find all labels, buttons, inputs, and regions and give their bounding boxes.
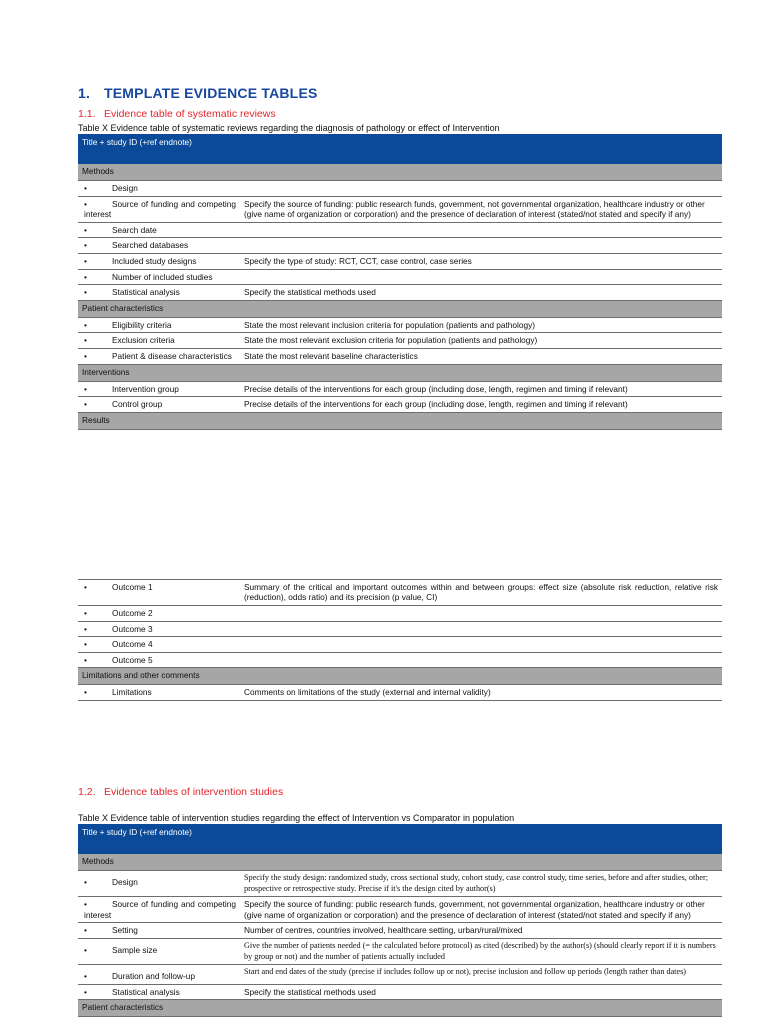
table-caption-intervention-studies: Table X Evidence table of intervention studies regarding the effect of Intervention vs Comparator in population (78, 813, 515, 823)
table-caption-systematic-reviews: Table X Evidence table of systematic reviews regarding the diagnosis of pathology or effect of Intervention (78, 123, 500, 133)
evidence-table-systematic-reviews (78, 134, 722, 701)
table-row: • Setting Number of centres, countries involved, healthcare setting, urban/rural/mixed (78, 923, 722, 939)
table-row: • Source of funding and competing interest Specify the source of funding: public research funds, government, not governmental organization, healthcare industry or other (give name of organization or corporation) and the presence of declaration of interest (stated/not stated and specify if any) (78, 196, 722, 222)
table-row: • Duration and follow-up Start and end dates of the study (precise if includes follow up or not), precise inclusion and follow up periods (length rather than dates) (78, 965, 722, 985)
table-row: • Searched databases (78, 238, 722, 254)
table-row: • Limitations Comments on limitations of the study (external and internal validity) (78, 685, 722, 701)
table-row: • Exclusion criteria State the most relevant exclusion criteria for population (patients and pathology) (78, 333, 722, 349)
table-row: • Eligibility criteria State the most relevant inclusion criteria for population (patients and pathology) (78, 317, 722, 333)
table-row: • Statistical analysis Specify the statistical methods used (78, 285, 722, 301)
table-row: • Design Specify the study design: randomized study, cross sectional study, cohort study, case control study, time series, before and after studies, other; prospective or retrospective study. Precise if it's the design cited by author(s) (78, 871, 722, 897)
section-row-patient-characteristics: Patient characteristics (78, 1000, 722, 1017)
table-row: • Outcome 2 (78, 605, 722, 621)
section-row-methods: Methods (78, 854, 722, 871)
blank-results-area (78, 429, 722, 579)
table-title-row: Title + study ID (+ref endnote) (78, 824, 722, 847)
section-row-methods: Methods (78, 164, 722, 181)
table-row: • Number of included studies (78, 269, 722, 285)
main-heading: 1. TEMPLATE EVIDENCE TABLES (78, 85, 318, 101)
table-title-row: Title + study ID (+ref endnote) (78, 134, 722, 157)
table-row: • Sample size Give the number of patients needed (= the calculated before protocol) as cited (described) by the author(s) (should clearly report if it is numbers by group or not) and the number of patients actually included (78, 938, 722, 964)
section-row-patient-characteristics: Patient characteristics (78, 300, 722, 317)
table-row: • Included study designs Specify the type of study: RCT, CCT, case control, case series (78, 253, 722, 269)
table-row: • Statistical analysis Specify the statistical methods used (78, 984, 722, 1000)
table-row: • Outcome 1 Summary of the critical and important outcomes within and between groups: effect size (absolute risk reduction, relative risk (reduction), odds ratio) and its precision (p value, CI) (78, 579, 722, 605)
table-row: • Search date (78, 222, 722, 238)
section-row-interventions: Interventions (78, 364, 722, 381)
section-row-limitations: Limitations and other comments (78, 668, 722, 685)
evidence-table-intervention-studies (78, 824, 722, 1017)
table-row: • Outcome 5 (78, 652, 722, 668)
table-row: • Design (78, 181, 722, 197)
section-heading-systematic-reviews: 1.1. Evidence table of systematic reviews (78, 108, 276, 120)
section-row-results: Results (78, 412, 722, 429)
table-row: • Source of funding and competing interest Specify the source of funding: public research funds, government, not governmental organization, healthcare industry or other (give name of organization or corporation) and the presence of declaration of interest (stated/not stated and specify if any) (78, 897, 722, 923)
table-row: • Outcome 4 (78, 637, 722, 653)
table-row: • Intervention group Precise details of the interventions for each group (including dose, length, regimen and timing if relevant) (78, 381, 722, 397)
table-row: • Outcome 3 (78, 621, 722, 637)
table-row: • Patient & disease characteristics State the most relevant baseline characteristics (78, 348, 722, 364)
table-row: • Control group Precise details of the interventions for each group (including dose, length, regimen and timing if relevant) (78, 397, 722, 413)
section-heading-intervention-studies: 1.2. Evidence tables of intervention studies (78, 786, 284, 798)
